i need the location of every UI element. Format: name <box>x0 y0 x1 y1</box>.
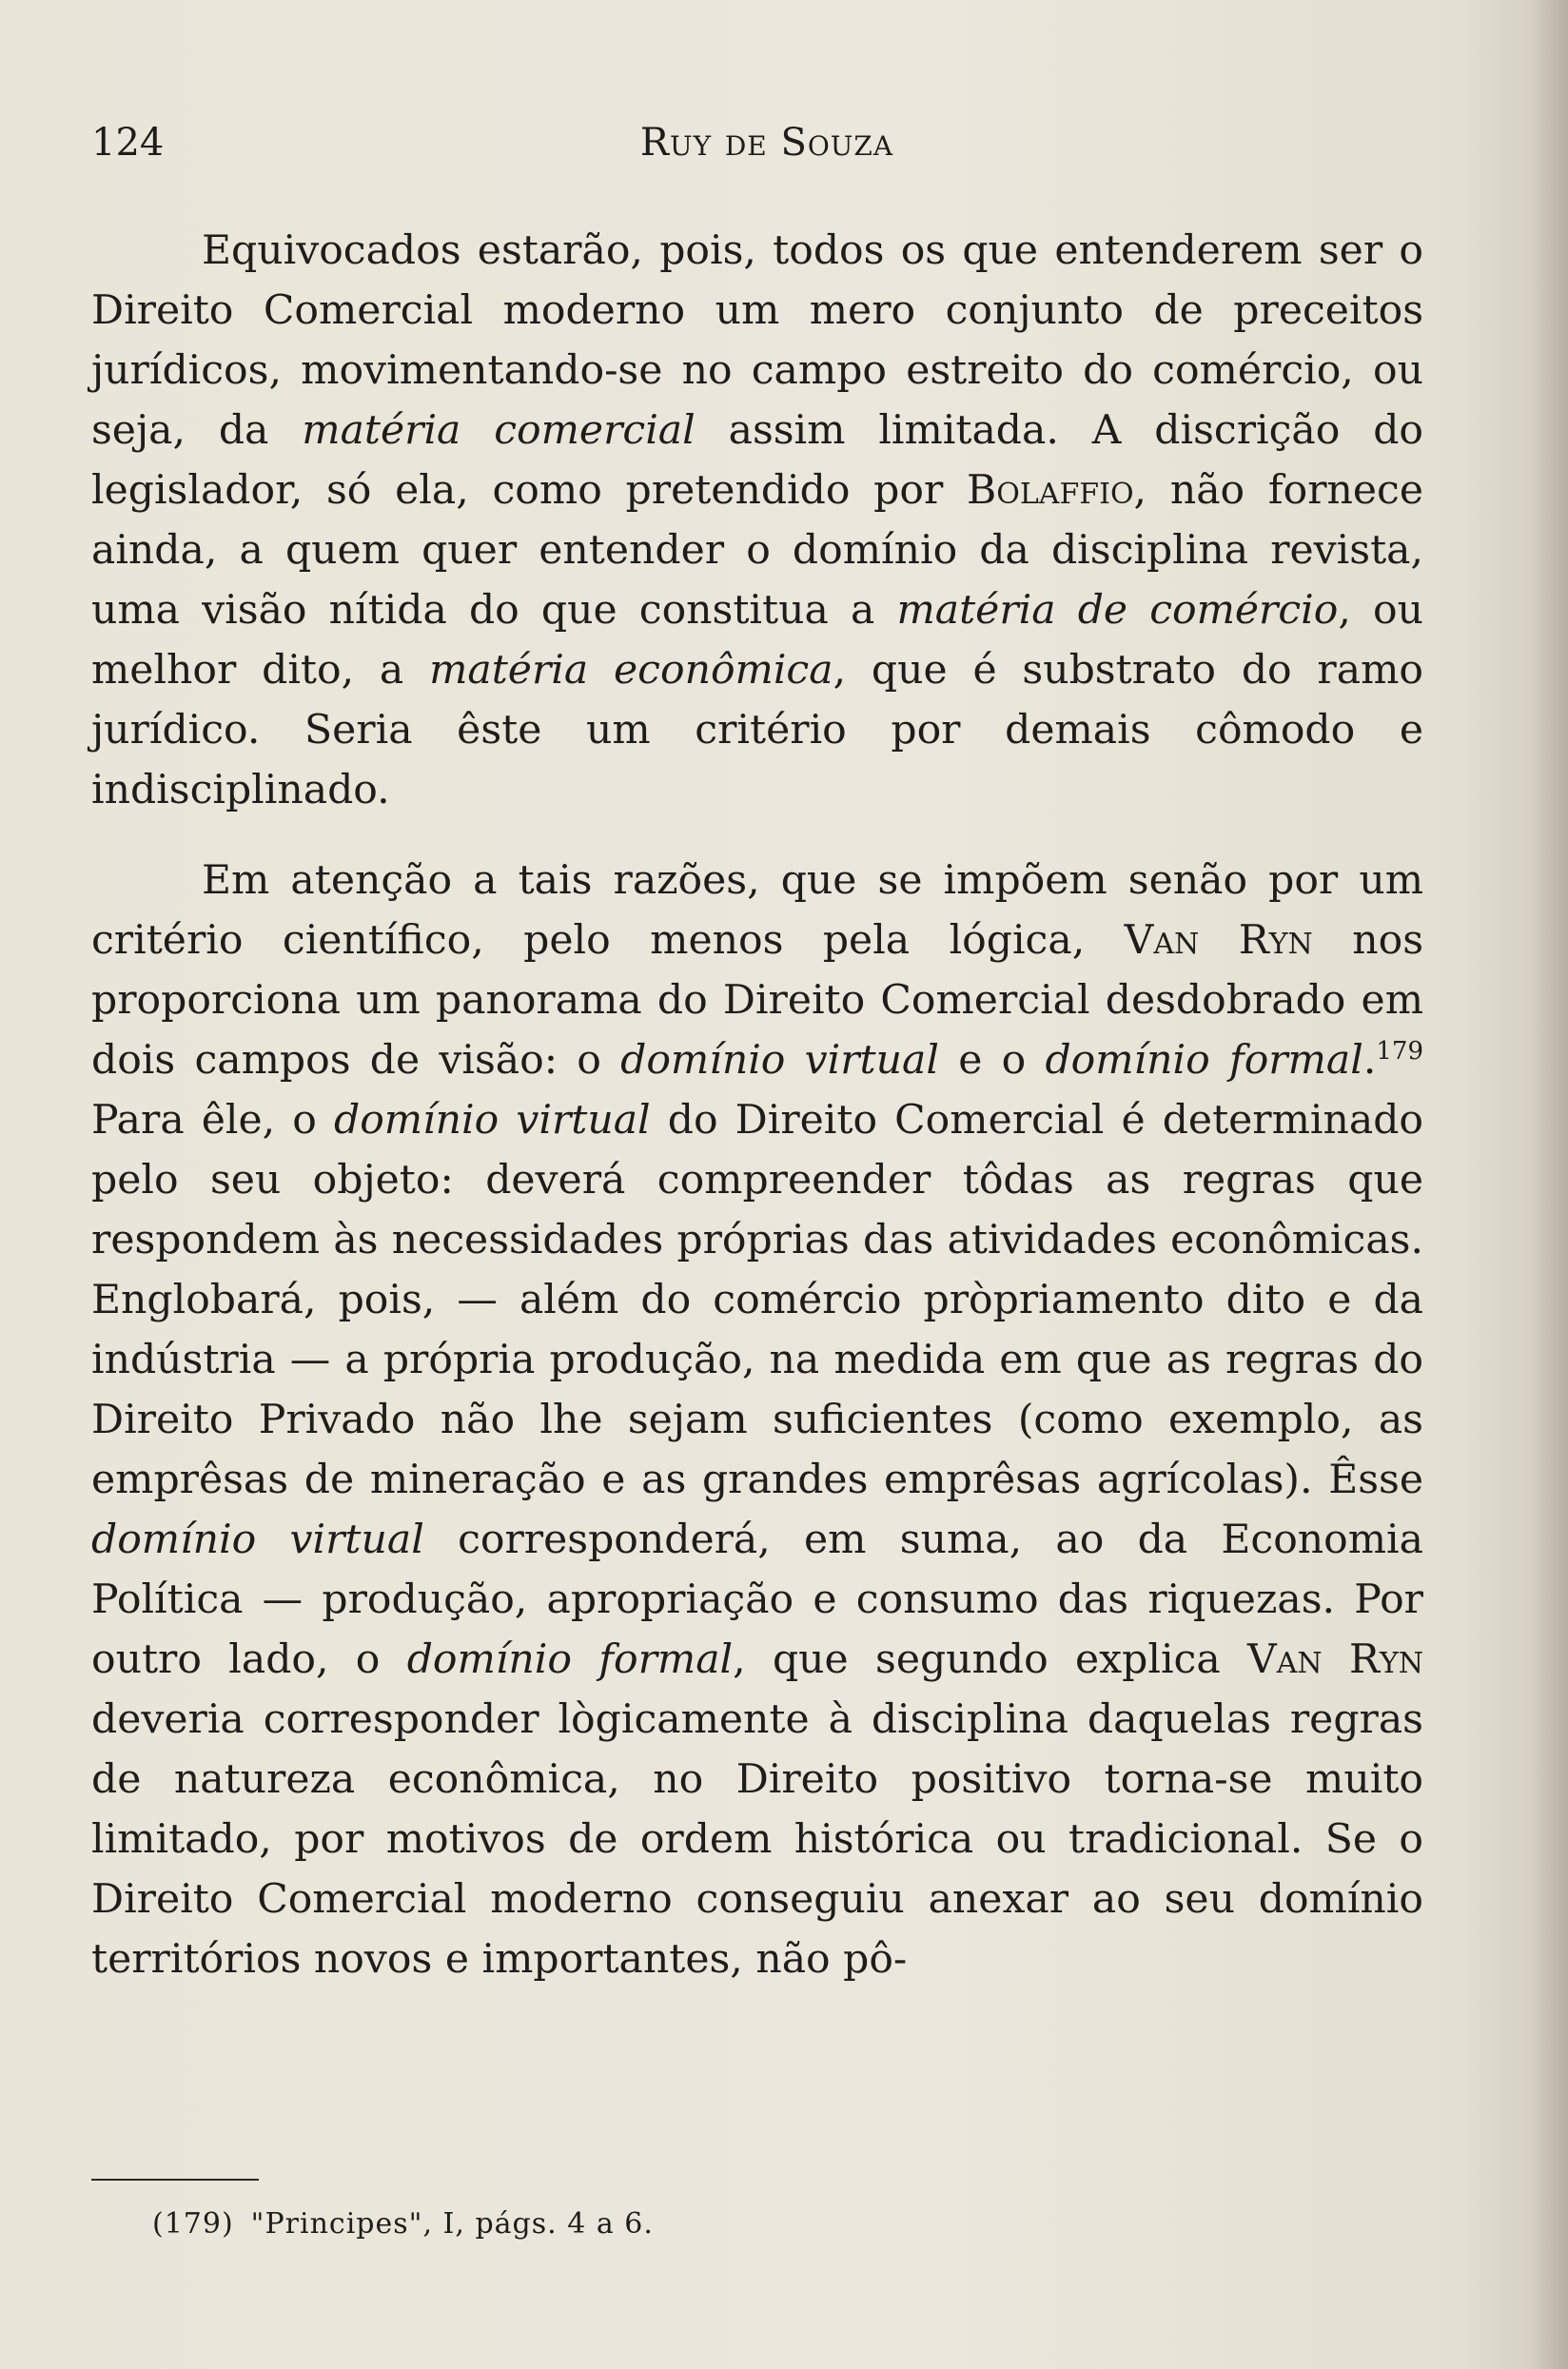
author-name: Van Ryn <box>1124 917 1313 964</box>
italic-term: domínio formal <box>406 1636 734 1683</box>
text-run: , ou melhor dito, a <box>91 587 1423 694</box>
italic-term: domínio virtual <box>620 1037 939 1084</box>
paragraph-1 <box>91 221 1423 820</box>
text-run: . <box>1362 1037 1377 1084</box>
author-name: Van Ryn <box>1247 1636 1423 1683</box>
page-header <box>91 114 1442 171</box>
text-run: Equivocados estarão, pois, todos os que entenderem ser o Direito Comercial moderno um mero conjunto de preceitos jurídicos, movimentando-se no campo estreito do comércio, ou seja, da <box>91 227 1423 454</box>
author-name: Bolaffio <box>967 467 1134 514</box>
text-run: assim limitada. A discrição do legislador, só ela, como pretendido por <box>91 407 1423 514</box>
italic-term: matéria econômica <box>429 647 833 694</box>
page-number: 124 <box>91 121 165 165</box>
italic-term: domínio virtual <box>91 1517 424 1563</box>
body-text <box>91 221 1423 1989</box>
text-run: , não fornece ainda, a quem quer entender o domínio da disciplina revista, uma visão nítida do que constitua a <box>91 467 1423 634</box>
footnote-number: (179) <box>152 2207 234 2241</box>
footnote-reference[interactable]: 179 <box>1376 1036 1423 1066</box>
italic-term: matéria de comércio <box>896 587 1339 634</box>
text-run: Para êle, o <box>91 1097 334 1144</box>
text-run: corresponderá, em suma, ao da Economia Política — produção, apropriação e consumo das riquezas. Por outro lado, o <box>91 1517 1423 1683</box>
text-run: do Direito Comercial é determinado pelo seu objeto: deverá compreender tôdas as regras que respondem às necessidades próprias das atividades econômicas. Englobará, pois, — além do comércio pròpriamento dito e da indústria — a própria produção, na medida em que as regras do Direito Privado não lhe sejam suficientes (como exemplo, as emprêsas de mineração e as grandes emprêsas agrícolas). Êsse <box>91 1097 1424 1503</box>
text-run: , que é substrato do ramo jurídico. Seria êste um critério por demais cômodo e indisciplinado. <box>91 647 1423 813</box>
text-run: nos proporciona um panorama do Direito Comercial desdobrado em dois campos de visão: o <box>91 917 1424 1084</box>
running-head: Ruy de Souza <box>639 121 894 165</box>
text-run: deveria corresponder lògicamente à disciplina daquelas regras de natureza econômica, no Direito positivo torna-se muito limitado, por motivos de ordem histórica ou tradicional. Se o Direito Comercial moderno conseguiu anexar ao seu domínio territórios novos e importantes, não pô- <box>91 1696 1423 1983</box>
footnote-divider <box>91 2179 259 2181</box>
page-spine-shadow <box>1530 0 1568 2369</box>
footnote <box>152 2203 1389 2245</box>
italic-term: matéria comercial <box>302 407 696 454</box>
text-run: e o <box>938 1037 1046 1084</box>
italic-term: domínio formal <box>1045 1037 1363 1084</box>
paragraph-2 <box>91 851 1423 1989</box>
italic-term: domínio virtual <box>334 1097 651 1144</box>
text-run: Em atenção a tais razões, que se impõem senão por um critério científico, pelo menos pela lógica, <box>91 857 1423 964</box>
text-run: , que segundo explica <box>733 1636 1248 1683</box>
footnote-text: "Principes", I, págs. 4 a 6. <box>250 2207 654 2241</box>
